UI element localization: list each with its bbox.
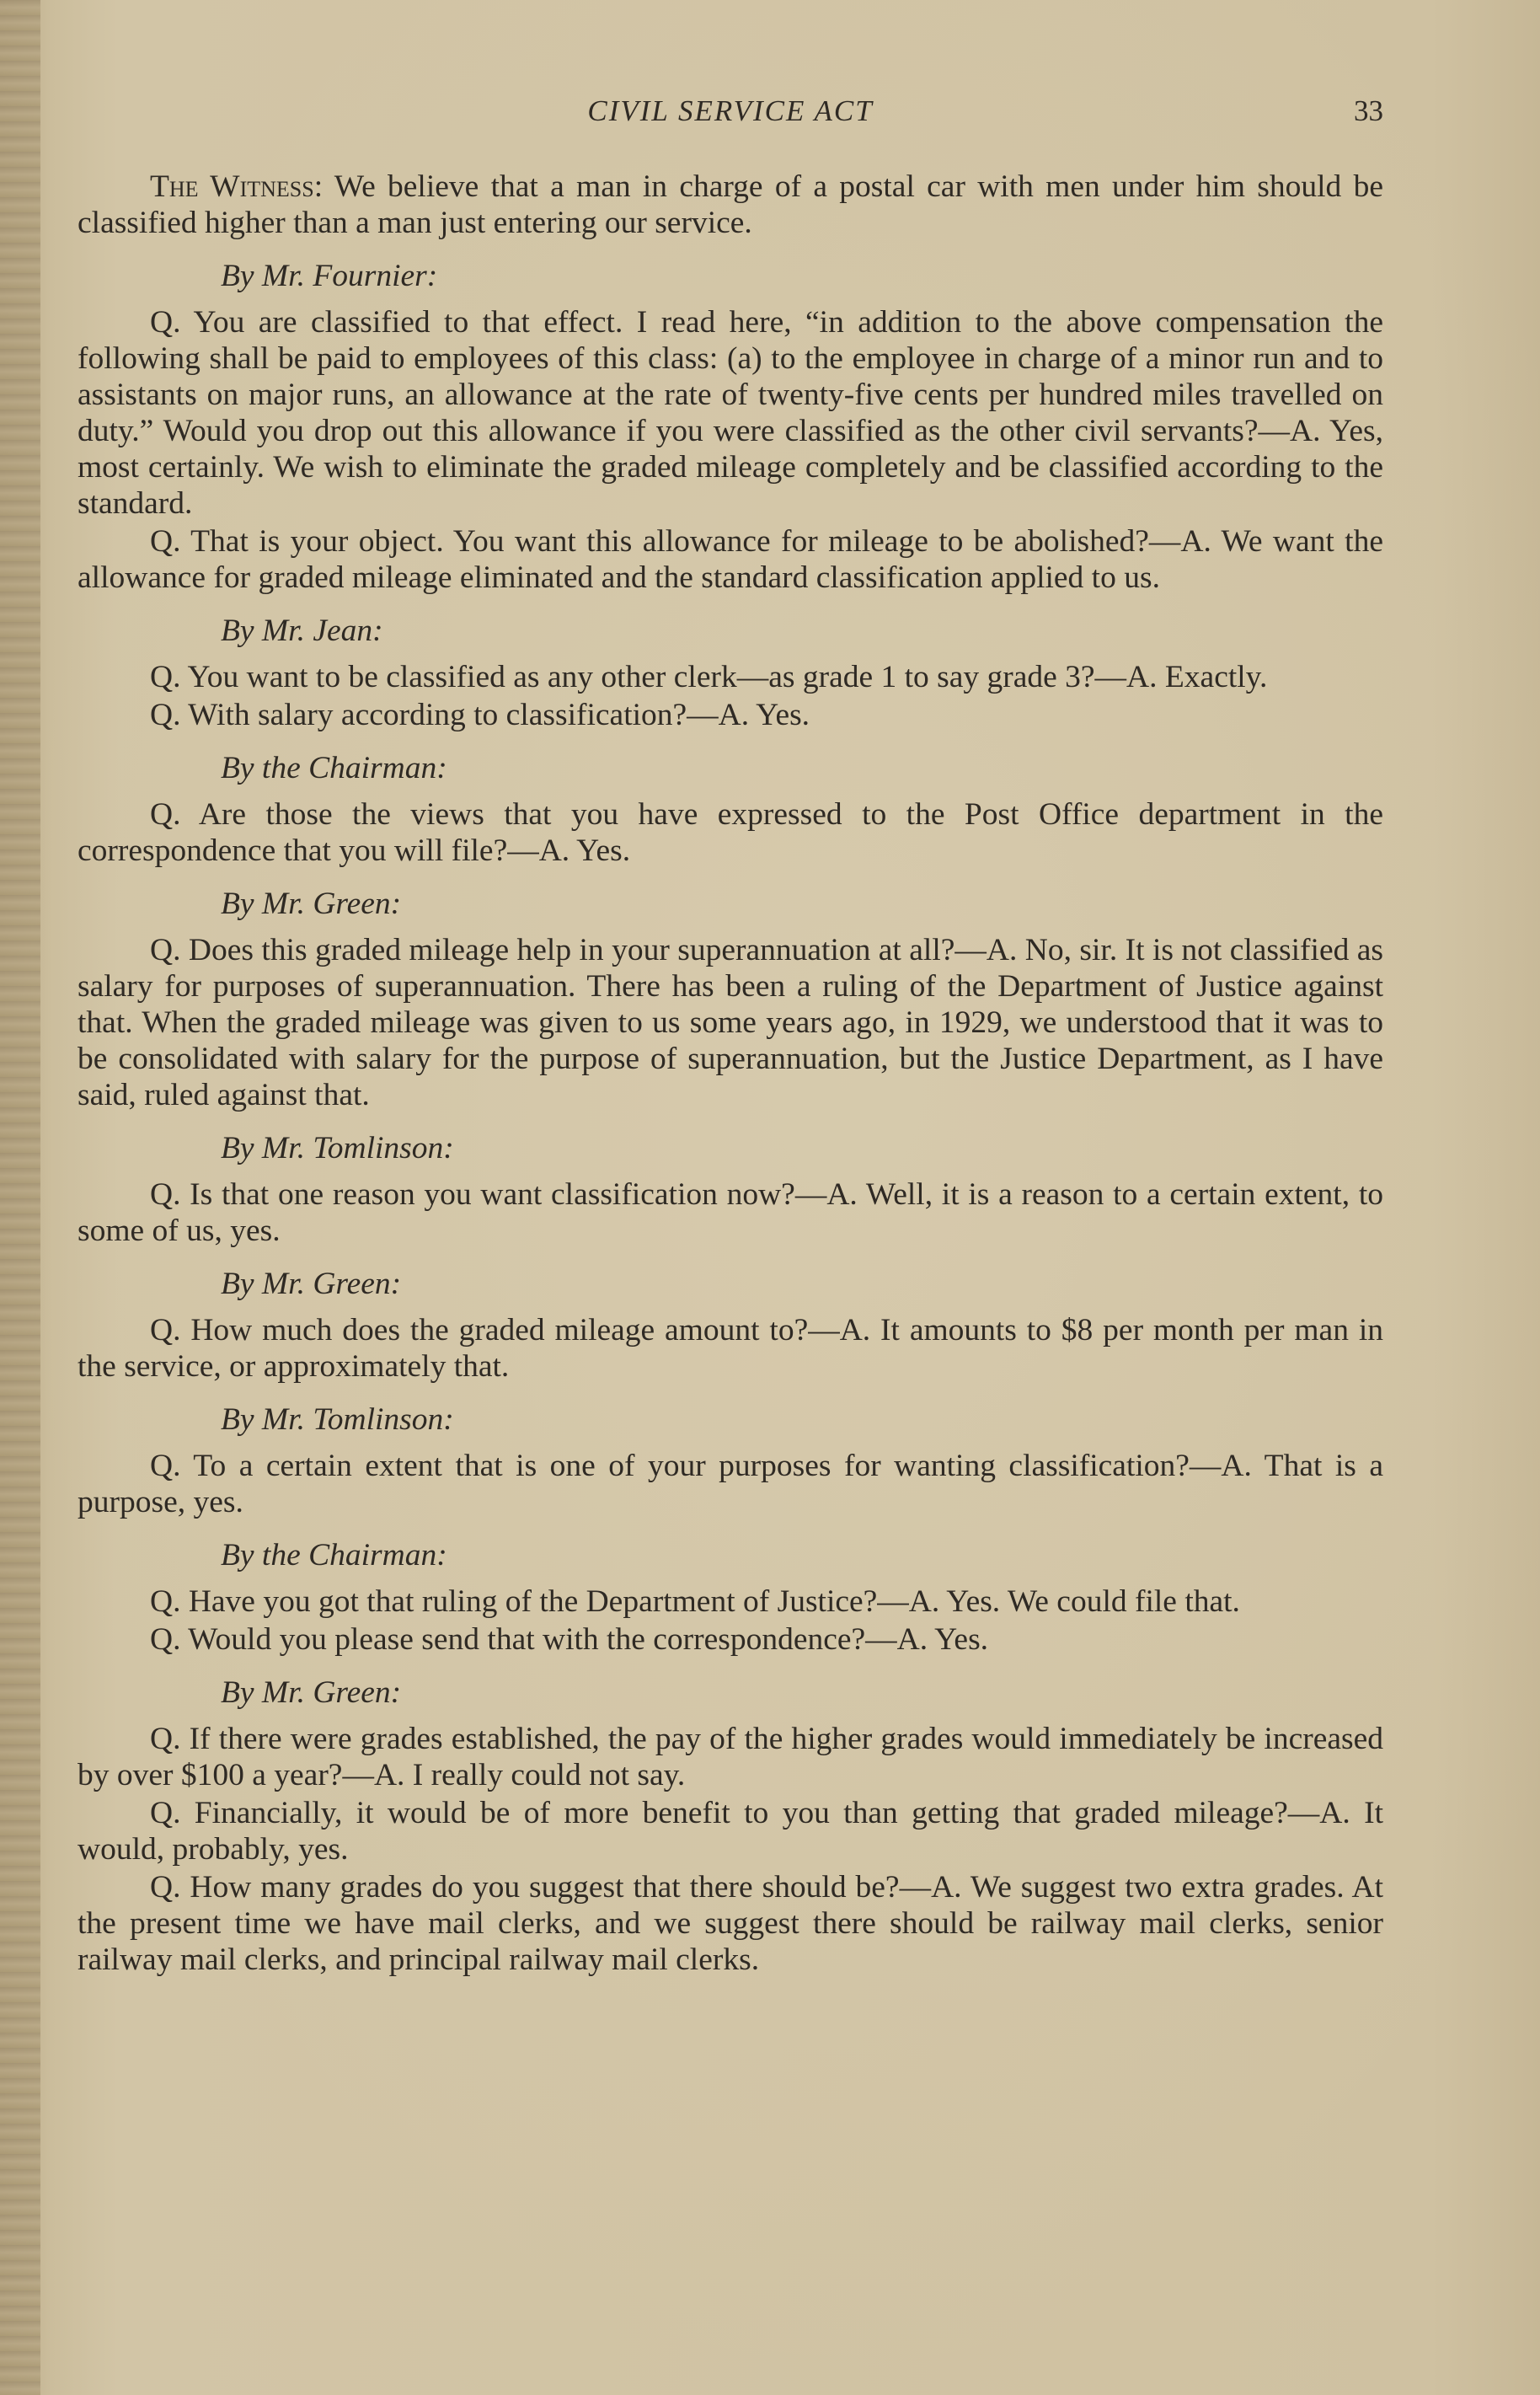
questioner-heading: By Mr. Tomlinson: <box>221 1131 454 1165</box>
paragraph: Q. That is your object. You want this allowance for mileage to be abolished?—A. We want the allowance for graded mileage eliminated and the standard classification applied to us. <box>78 524 1383 595</box>
running-title: CIVIL SERVICE ACT <box>587 94 874 127</box>
paragraph: Q. Financially, it would be of more benefit to you than getting that graded mileage?—A. It would, probably, yes. <box>78 1796 1383 1867</box>
paragraph: Q. You are classified to that effect. I read here, “in addition to the above compensation the following shall be paid to employees of this class: (a) to the employee in charge of a minor run and to assistants on major runs, an allowance at the rate of twenty-five cents per hundred miles travelled on duty.” Would you drop out this allowance if you were classified as the other civil servants?—A. Yes, most certainly. We wish to eliminate the graded mileage completely and be classified according to the standard. <box>78 305 1383 521</box>
page-number: 33 <box>1354 94 1383 127</box>
transcript-body <box>78 169 1383 1980</box>
paragraph: Q. Is that one reason you want classification now?—A. Well, it is a reason to a certain extent, to some of us, yes. <box>78 1177 1383 1248</box>
questioner-heading: By Mr. Jean: <box>221 613 383 648</box>
speaker-label: The Witness <box>150 169 314 204</box>
paragraph: Q. How many grades do you suggest that there should be?—A. We suggest two extra grades. At the present time we have mail clerks, and we suggest there should be railway mail clerks, senior railway mail clerks, and principal railway mail clerks. <box>78 1870 1383 1977</box>
paragraph: Q. Would you please send that with the correspondence?—A. Yes. <box>150 1622 989 1657</box>
questioner-heading: By Mr. Green: <box>221 887 402 921</box>
questioner-heading: By Mr. Green: <box>221 1675 402 1710</box>
page-header <box>78 94 1383 137</box>
questioner-heading: By Mr. Tomlinson: <box>221 1402 454 1437</box>
paragraph <box>78 169 1383 241</box>
questioner-heading: By the Chairman: <box>221 1538 447 1573</box>
paragraph: Q. With salary according to classification?—A. Yes. <box>150 698 810 732</box>
paragraph: Q. To a certain extent that is one of your purposes for wanting classification?—A. That is a purpose, yes. <box>78 1449 1383 1519</box>
questioner-heading: By Mr. Fournier: <box>221 259 438 293</box>
paragraph: Q. You want to be classified as any other clerk—as grade 1 to say grade 3?—A. Exactly. <box>150 660 1268 694</box>
paragraph: Q. If there were grades established, the pay of the higher grades would immediately be increased by over $100 a year?—A. I really could not say. <box>78 1722 1383 1792</box>
page-binding-edge <box>0 0 40 2395</box>
paragraph: Q. Have you got that ruling of the Department of Justice?—A. Yes. We could file that. <box>150 1584 1240 1619</box>
paragraph: Q. How much does the graded mileage amount to?—A. It amounts to $8 per month per man in the service, or approximately that. <box>78 1313 1383 1384</box>
paragraph-text: : We believe that a man in charge of a postal car with men under him should be classified higher than a man just entering our service. <box>78 169 1383 240</box>
paragraph: Q. Does this graded mileage help in your superannuation at all?—A. No, sir. It is not classified as salary for purposes of superannuation. There has been a ruling of the Department of Justice against that. When the graded mileage was given to us some years ago, in 1929, we understood that it was to be consolidated with salary for the purpose of superannuation, but the Justice Department, as I have said, ruled against that. <box>78 933 1383 1112</box>
questioner-heading: By Mr. Green: <box>221 1267 402 1301</box>
paragraph: Q. Are those the views that you have expressed to the Post Office department in the correspondence that you will file?—A. Yes. <box>78 797 1383 868</box>
questioner-heading: By the Chairman: <box>221 751 447 785</box>
